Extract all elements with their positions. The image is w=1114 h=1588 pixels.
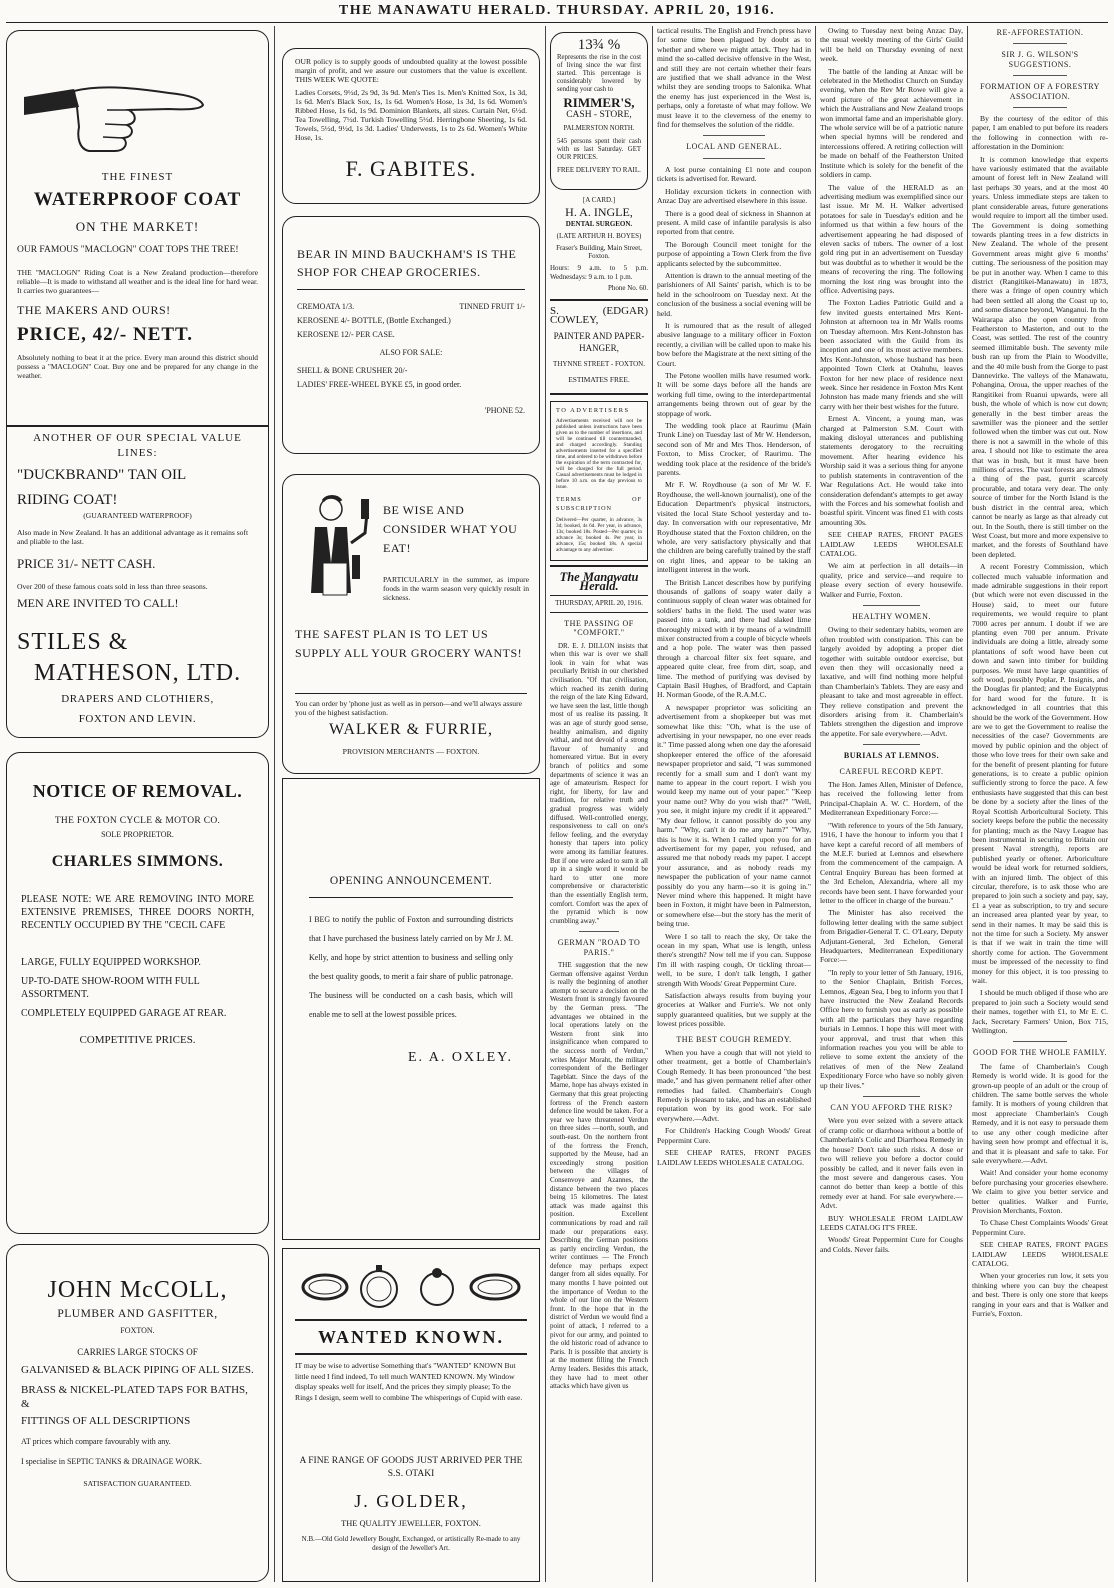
riding-coat: RIDING COAT! [17,492,118,508]
painter-paperhanger: PAINTER AND PAPER-HANGER, [553,330,645,353]
rimmer-name: RIMMER'S, [563,95,635,111]
competitive-prices: COMPETITIVE PRICES. [79,1034,196,1046]
careful-record-heading: CAREFUL RECORD KEPT. [839,766,944,776]
masthead-rule [6,22,1108,23]
ad-charles-simmons [6,752,269,1234]
oxley-divider [309,897,513,898]
col6-para: Wait! And consider your home economy before purchasing your groceries elsewhere. We claim to give you better service and better qualities. Walker and Furrie, Provision Merchants, Foxton. [972,1168,1108,1215]
price-31: PRICE 31/- NETT CASH. [17,556,156,571]
bauckham-list [297,300,525,418]
ad-gabites [282,48,540,204]
fine-range: A FINE RANGE OF GOODS JUST ARRIVED PER THE S.S. OTAKI [299,1456,523,1479]
col5-para: BUY WHOLESALE FROM LAIDLAW LEEDS CATALOG IT'S FREE. [820,1213,963,1232]
ingle-phone: Phone No. 60. [607,283,648,292]
column-4 [657,26,811,1582]
guaranteed-waterproof: (GUARANTEED WATERPROOF) [83,511,192,520]
rule [550,565,648,567]
firm-name-2: MATHESON, LTD. [33,660,242,686]
oxley-name: E. A. OXLEY. [407,1050,513,1065]
terms-title: TERMS OF SUBSCRIPTION [556,496,642,513]
tinned-fruit: TINNED FRUIT 1/- [459,302,525,311]
ad-bauckham [282,216,540,454]
ad-oxley [282,778,540,1240]
charles-simmons: CHARLES SIMMONS. [51,853,224,870]
rule [1013,75,1067,76]
col6-para: When your groceries run low, it sets you thinking where you can buy the cheapest and best. There is only one store that keeps ranging in your ears and that is Walker and Furrie's, Foxton. [972,1271,1108,1318]
col5-para: The Foxton Ladies Patriotic Guild and a few invited guests entertained Mrs Kent-Johnston at afternoon tea in Mr Walls rooms on Tuesday afternoon. Mrs Kent-Johnston has been associated with the Guild from its inception and one of its most active members. Mrs Kent-Johnston, whose husband has been appointed Town Clerk at Otahuhu, leaves Foxton for her new place of residence next week. Since her residence in Foxton Mrs Kent Johnston has made many friends and she will carry with her their best wishes for the future. [820,298,963,411]
golder-verse: IT may be wise to advertise Something that's "WANTED" KNOWN But little need I find indeed, To tell much WANTED KNOWN. My Window display speaks well for itself, And the prices they simply please; To the Rings I design, seem well to combine The whisperings of Cupid with ease. [295,1361,523,1402]
col5-para: The Hon. James Allen, Minister of Defence, has received the following letter from Principal-Chaplain A. W. C. Hordern, of the Mediterranean Expeditionary Force:— [820,780,963,818]
col6-para: I should be much obliged if those who are prepared to join such a Society would send their names, together with £1, to Mr E. C. Jack, Secretary Farmers' Union, Box 715, Wellington. [972,988,1108,1036]
walker-furrie-name: WALKER & FURRIE, [329,721,493,738]
col4-verse: Were I so tall to reach the sky, Or take the ocean in my span, What use is length, unless there's strength? Now tell me if you can. Suppose I'm ill with rasping cough, Or tickling throat—well, to be sure, I don't talk length, I gather strength With Woods' Great Peppermint Cure. [657,931,811,988]
price-42: PRICE, 42/- NETT. [17,324,194,345]
foxton-levin: FOXTON AND LEVIN. [78,713,197,725]
rule [1013,1041,1067,1042]
workshop: LARGE, FULLY EQUIPPED WORKSHOP. [21,957,201,968]
gabites-price-list: Ladies Corsets, 9½d, 2s 9d, 3s 9d. Men's Ties 1s. Men's Knitted Sox, 1s 3d, 1s 6d. Men's Black Sox, 1s, 1s 6d. Women's Hose, 1s 3d, 1s 6d. Women's Ribbed Hose, 1s 6d, 1s 9d. Dominion Blankets, all sizes. Curtain Net, 6½d. Tea Towelling, 7½d. Turkish Towelling 5½d. Herringbone Sheeting, 1s 6d. Towels, 5½d, 9½d, 1s 3d. Ladies' Underwests, 1s to 2s 6d. Women's White Hose, 1s. [295,88,527,142]
satisfaction: SATISFACTION GUARANTEED. [83,1479,192,1488]
mccoll-name: JOHN McCOLL, [47,1277,228,1303]
rimmer-body: Represents the rise in the cost of living since the war first started. This percentage is considerably lowered by sending your cash to [557,54,641,94]
quality-jeweller: THE QUALITY JEWELLER, FOXTON. [341,1519,481,1528]
road-to-paris-heading: GERMAN "ROAD TO PARIS." [557,938,641,957]
rule [863,605,920,606]
waterproof-coat-title: WATERPROOF COAT [33,189,242,210]
garage: COMPLETELY EQUIPPED GARAGE AT REAR. [21,1008,227,1019]
road-to-paris-text: THE suggestion that the new German offensive against Verdun is really the beginning of another attempt to secure a decision on the Western front is strongly favoured by the German press. "The advantages we obtained in the local operations lately on the Western front sink into insignificance when compared to the success north of Verdun," writes Major Moraht, the military correspondent of the Berlinger Tageblatt. Since the days of the Marne, hope has always existed in Germany that this great projecting fortress of the French eastern defence line would be taken. For a year we have threatened Verdun on three sides —north, south, and south-east. On the northern front of the fortress the French, supported by the Meuse, had an exceedingly strong position between the villages of Consenvoye and Azannes, the distance between the two places being 15 kilometres. The latest attack was made against this position. Excellent communications by road and rail made our preparations easy. Describing the German positions as partly encircling Verdun, the writer continues — The French defence may perhaps expect danger from all sides equally. For many months I have pointed out the importance of Verdun to the whole of our line on the Western front. In the hope that in the district of Verdun we would find a point of attack, I referred to a pivot for our army, and pointed to the old historic road of advance to Paris. It is possible that anxiety is at the moment filling the French Army leaders. Besides this attack, they have had to meet other attacks which have given us [550,961,648,1391]
men-invited: MEN ARE INVITED TO CALL! [17,596,179,610]
cowley-name: S. (EDGAR) COWLEY, [550,305,648,327]
col4-para: For Children's Hacking Cough Woods' Great Peppermint Cure. [657,1126,811,1145]
editorial-date: THURSDAY, APRIL 20, 1916. [555,599,643,608]
please-note: PLEASE NOTE: WE ARE REMOVING INTO MORE EXTENSIVE PREMISES, THREE DOORS NORTH, RECENTLY OCCUPIED BY THE "CECIL CAFE [21,894,254,931]
col5-para: The battle of the landing at Anzac will be celebrated in the Methodist Church on Sunday evening, when the Rev Mr Rowe will give a word picture of the great achievement in which the Australians and New Zealand troops won immortal fame and an imperishable glory. The whole service will be of a patriotic nature when special hymns will be rendered and intercessions offered. A retiring collection will be made on behalf of the Featherston United Institute which is solely for the benefit of the soldiers in camp. [820,66,963,180]
to-advertisers-title: TO ADVERTISERS [556,406,630,414]
on-the-market: ON THE MARKET! [75,219,200,234]
terms-body: Delivered—Per quarter, in advance, 3s 3d; booked, 4s 6d. Per year, in advance, 13s; booked 18s. Posted—Per quarter, in advance 3s; booked 4s. Per year, in advance, 15s; booked 18s. A special advantage to any advertiser. [556,516,642,553]
makers-and-ours: THE MAKERS AND OURS! [17,303,171,317]
burials-lemnos-heading: BURIALS AT LEMNOS. [843,751,940,761]
to-advertisers-box [550,401,648,561]
galvanised-piping: GALVANISED & BLACK PIPING OF ALL SIZES. [21,1364,254,1376]
provision-merchants: PROVISION MERCHANTS — FOXTON. [342,747,480,756]
free-wheel-byke: LADIES' FREE-WHEEL BYKE £5, in good order. [297,380,462,389]
col5-para: Owing to Tuesday next being Anzac Day, the usual weekly meeting of the Girls' Guild will be held on Thursday evening of next week. [820,26,963,64]
nameplate: The Manawatu Herald. [559,569,639,594]
col5-para: The Minister has also received the following letter dealing with the same subject from Brigadier-General T. C. O'Leary, Deputy Adjutant-General, 3rd Echelon, General Headquarters, Mediterranean Expeditionary Force:— [820,908,963,965]
kerosene-bottle: KEROSENE 4/- BOTTLE, (Bottle Exchanged.) [297,316,451,325]
sole-proprietor: SOLE PROPRIETOR. [101,830,174,839]
masthead: THE MANAWATU HERALD. THURSDAY. APRIL 20, 1916. [338,3,776,18]
brass-taps: BRASS & NICKEL-PLATED TAPS FOR BATHS, & [21,1384,248,1410]
rule [703,135,765,136]
maclogn-body: THE "MACLOGN" Riding Coat is a New Zealand production—therefore reliable—It is made to withstand all weather and is the ideal line for hard wear. It carries two guarantees— [17,268,258,295]
be-wise: BE WISE AND CONSIDER WHAT YOU EAT! [383,503,518,555]
col4-para: The Petone woollen mills have resumed work. It will be some days before all the hands are working full time, owing to the interdepartmental arrangements being thrown out of gear by the stoppage of work. [657,371,811,418]
cowley-address: THYNNE STREET - FOXTON. [553,359,645,368]
pointing-hand-icon [19,77,209,157]
golder-top-rule [295,1319,527,1321]
carries-stocks: CARRIES LARGE STOCKS OF [77,1347,198,1357]
order-by-phone: You can order by 'phone just as well as in person—and we'll always assure you of the highest satisfaction. [295,699,522,717]
col4-para: Attention is drawn to the annual meeting of the parishioners of All Saints' parish, which is to be held in the schoolroom on Tuesday next. At the conclusion of the business a social evening will be held. [657,270,811,318]
local-general-heading: LOCAL AND GENERAL. [686,142,782,152]
col5-para: "In reply to your letter of 5th January, 1916, to the Senior Chaplain, British Forces, Lemnos, Ægean Sea, I beg to inform you that I have instructed the New Zealand Records Office here to furnish you as early as possible with all the particulars they have regarding burials in Lemnos. I hope this will meet with your approval, and trust that when this information reaches you you will be able to relieve to some extent the anxiety of the relatives of men of the New Zealand Expeditionary Force who have so nobly given up their lives." [820,967,963,1090]
ad-stiles-matheson [6,30,269,738]
rule [550,612,648,613]
col4-para: The wedding took place at Raurimu (Main Trunk Line) on Tuesday last of Mr W. Henderson, second son of Mr and Mrs Thos. Henderson, of Foxton, to Miss Crocker, of Raurimu. The wedding took place at the residence of the bride's parents. [657,421,811,478]
col5-para: Were you ever seized with a severe attack of cramp colic or diarrhoea without a bottle of Chamberlain's Colic and Diarrhoea Remedy in the house? Don't take such risks. A dose or two will relieve you before a doctor could possibly be called, and it never fails even in the most severe and dangerous cases. You cannot do better than keep a bottle of this remedy ever at hand. For sale everywhere.—Advt. [820,1116,963,1211]
wanted-known: WANTED KNOWN. [317,1327,504,1347]
showroom: UP-TO-DATE SHOW-ROOM WITH FULL ASSORTMENT. [21,976,200,1000]
rule [550,595,648,596]
ingle-address: Fraser's Building, Main Street, Foxton. [556,243,642,261]
rule [703,158,765,159]
col5-para: Ernest A. Vincent, a young man, was charged at Palmerston S.M. Court with making disloyal utterances and publishing statements derogatory to the recruiting movement. After hearing evidence his Worship said it was a serious thing for anyone to publish statements in contravention of the War Regulations Act. He would take into consideration defendant's attempts to get away with the Forces and his somewhat foolish and boastful spirit. Vincent was fined £1 with costs amounting 30s. [820,414,963,527]
golder-name: J. GOLDER, [354,1491,468,1511]
col6-para: SEE CHEAP RATES, FRONT PAGES LAIDLAW LEEDS WHOLESALE CATALOG. [972,1240,1108,1268]
rule [1013,107,1067,108]
rimmer-spent: 545 persons spent their cash with us last Saturday. GET OUR PRICES. [557,137,641,161]
col6-para: A recent Forestry Commission, which collected much valuable information and made admirable suggestions in their report (but which were not even discussed in the House) said, to meet our future requirements, we would require to plant 7000 acres per annum. I doubt if we are planting even 700 per annum. Private individuals are doing a little, already some plantations of soft wood have been cut down and sawn into timber for building purposes. We must have large quantities of soft wood, possibly Poplar, P. Insignis, and the Douglas fir planted; and the Eucalyptus for hard wood for the future. It is acknowledged in all countries that this should be the work of the Government. How are we to get the Government to realise the necessities of the case? Governments are moved by public opinion and the object of those who love trees for their own sake and for the benefit of present planting for future generations, is to create a public opinion sufficiently strong to force the pace. A few enthusiasts have suggested that this can best be done by a society after the lines of the Royal Scottish Arboricultural Society. This society keeps before the public the necessity for planting; much as the Navy League has been instrumental in securing to Britain our present Naval strength), reports are published yearly or oftener. Arboriculture would be ideal work for returned soldiers, with an injured limb. The object of this circular, therefore, is to ask those who are prepared to join such a society and pay, say, £1 a year as subscription, to try and secure an increased area planted year by year, to send in their names. It may be said this is not the time for such a Society. My answer is that if we wait in train the time will shortly come for action. The Government must be impressed of the necessity to find money for this object, it is too pressing to wait. [972,562,1108,985]
bauckham-divider [297,289,525,290]
plumber-gasfitter: PLUMBER AND GASFITTER, [57,1308,218,1320]
firm-name-1: STILES & [17,629,129,655]
cycle-motor-co: THE FOXTON CYCLE & MOTOR CO. [54,816,221,826]
ad-john-mccoll [6,1244,269,1582]
free-delivery: FREE DELIVERY TO RAIL. [557,165,641,174]
to-advertisers-body: Advertisements received will not be published unless instructions have been given as to the number of insertions, and will be continued till countermanded, and charged accordingly. Standing advertisements inserted for a specified time, and ordered to be withdrawn before the expiration of the term contracted for, will be charged for the full period. Casual advertisements must be lodged in before 10 a.m. on the day previous to issue. [556,418,642,491]
col5-para: Woods' Great Peppermint Cure for Coughs and Colds. Never fails. [820,1235,963,1254]
ad-golder [282,1248,540,1582]
kerosene-case: KEROSENE 12/- PER CASE. [297,330,395,339]
another-special: ANOTHER OF OUR SPECIAL VALUE LINES: [33,432,242,459]
safest-plan: THE SAFEST PLAN IS TO LET US SUPPLY ALL YOUR GROCERY WANTS! [295,627,523,660]
bauckham-title: BEAR IN MIND BAUCKHAM'S IS THE SHOP FOR CHEAP GROCERIES. [297,247,517,279]
fittings: FITTINGS OF ALL DESCRIPTIONS [21,1415,191,1427]
gabites-name: F. GABITES. [345,156,477,181]
estimates-free: ESTIMATES FREE. [568,375,630,385]
column-3 [550,26,648,1394]
column-rule [815,26,816,1582]
drapers-clothiers: DRAPERS AND CLOTHIERS, [61,693,214,705]
col6-para: It is common knowledge that experts have variously estimated that the available amount of forest left in New Zealand will last perhaps 30 years, and at the most 40 years. Unless immediate steps are taken to plant considerable areas, future generations would require to import all the timber used. The Government is doing something towards planting trees in a few districts in New Zealand. The whole of the present Government areas might give 6 months' cutting. The seriousness of the position may be put in another way. When I came to this district (Rangitikei-Manawatu) in 1873, there was a fringe of open country which had been settled all along the Coast up to, and some distance beyond, Wanganui. In the Wairarapa also the open country from Featherston to Masterton, and out to the Coast, was settled. The rest of the country seemed illimitable bush. The seventy mile bush ran up from the Plain to Woodville, and the 40 mile bush from the Gorge to past Dannevirke. The valleys of the Manawatu, Pohangina, Oroua, the upper reaches of the Rangitikei from Ruanui upwards, were all bush, the whole of which is now cut down; generally in the best timber areas the sawmiller was the pioneer and the settler followed when the timber was cut out. Now there is not a sawmill in the whole of this area. I should not like to estimate the area that was in bush, but it must have been millions of acres. The vast forests are almost a thing of the past, gurrit scarcely procurable, and totara very dear. The only source of timber for the North Island is the bush district in the central area, which cannot be nearly as large as that already cut out. In the South, there is still timber on the West Coast, but more and more expensive to market, and the forests of Southland have been depleted. [972,154,1108,559]
particularly-summer: PARTICULARLY in the summer, as impure foods in the warm season very quickly result in sickness. [383,575,529,602]
also-made: Also made in New Zealand. It has an additional advantage as it remains soft and pliable to the last. [17,528,249,546]
afford-risk-heading: CAN YOU AFFORD THE RISK? [830,1103,953,1113]
waiter-illustration-icon [297,493,375,608]
bone-crusher: SHELL & BONE CRUSHER 20/- [297,366,408,375]
jewellery-illustration-icon [297,1261,527,1313]
passing-comfort-text: DR. E. J. DILLON insists that when this war is over we shall look in vain for what was peculiarly British in our cherished civilisation. "Of that civilisation, which reached its zenith during the reign of the late King Edward, we have seen the last, little though most of us realise its passing. It was an age of sturdy good sense, healthy animalism, and dignity withal, and not devoid of a strong flavour of humanity and homereared virtue. But in every branch of politics and some departments of science it was an age of amateurism. Respect for right, for liberty, for law and tradition, for relative truth and gradual progress was widely diffused. Well-controlled energy, responsiveness to call on one's fellow feeling, and the everyday honesty that tapers into policy were among its familiar features. But if one were asked to sum it all up in a single word it would be hard to utter one more comprehensive or characteristic than the essentially English term, comfort. Comfort was the apex of the pyramid which is now crumbling away." [550,641,648,925]
palmerston-north: PALMERSTON NORTH. [563,125,635,133]
col4-para: The British Lancet describes how by purifying thousands of gallons of soapy water daily a continuous supply of clean water was obtained for soldiers' baths in the field. The used water was passed into a tank, and there had slaked lime thoroughly mixed with it by means of a windmill mixer constructed from a couple of bicycle wheels and a hop pole. The water was then passed through a charcoal filter six feet square, and appeared quite clear, free from dirt, soap, and lime. The method of purifying was devised by Captain Basil Hughes, of Bradford, and Captain H. Norman Goode, of the R.A.M.C. [657,577,811,700]
col6-para: The fame of Chamberlain's Cough Remedy is world wide. It is good for the grown-up people of an adult or the croup of children. The same bottle serves the whole family. It is mothers of young children that most appreciate Chamberlain's Cough Remedy, and it is not easy to persuade them to use any other cough medicine after having seen how prompt and effectual it is, and that it is pleasant and safe to take. For sale everywhere.—Advt. [972,1061,1108,1165]
mccoll-town: FOXTON. [120,1326,155,1335]
golder-bottom-rule [295,1353,527,1355]
col4-para: Mr F. W. Roydhouse (a son of Mr W. F. Roydhouse, the well-known journalist), one of the Education Department's physical instructors, visited the local State School yesterday and to-day. In conversation with our representative, Mr Roydhouse stated that the Foxton children, on the whole, are very satisfactory physically and that the children are being carefully trained by the staff on right lines, and appear to be taking an intelligent interest in the work. [657,480,811,575]
col4-para: A newspaper proprietor was soliciting an advertisement from a shopkeeper but was met somewhat like this: "Oh, what is the use of advertising in your newspaper, no one ever reads it." Time passed along when one day the aforesaid shopkeeper entered the office of the aforesaid newspaper proprietor and said, "I was summoned recently for a small sum and I don't want my name to appear in the court report. I wish you would keep my name out of your paper." "Keep your name out? Why do you wish that?" "Well, you see, it might injure my credit if it appeared." "My dear fellow, it cannot possibly do you any harm." "Why, can't it do me any harm?" "Why, this is how it is. When I called upon you for an advertisement for my paper, you refused, and assured me that nobody reads my paper. I accept your assurance, and as nobody reads my newspaper the publication of your name cannot possibly do you any harm—so it is going in." Never mind where this happened. It might have been in Foxton, it might have been in Palmerston, or somewhere else—but the story has the merit of being true. [657,702,811,929]
best-cough-heading: THE BEST COUGH REMEDY. [676,1034,792,1044]
reafforestation-heading: RE-AFFORESTATION. [996,28,1084,37]
rule [550,299,648,301]
col4-para: The Borough Council meet tonight for the purpose of appointing a Town Clerk from the five applicants selected by the subcommittee. [657,239,811,268]
coats-sold: Over 200 of these famous coats sold in less than three seasons. [17,582,208,591]
ad-walker-furrie [282,474,540,774]
column-rule [652,26,653,1582]
column-5 [820,26,963,1582]
oxley-body: I BEG to notify the public of Foxton and surrounding districts that I have purchased the business lately carried on by Mr J. M. Kelly, and hope by strict attention to business and selling only the best quality goods, to merit a fair share of public patronage. The business will be conducted on a cash basis, which will enable me to sell at the lowest possible prices. [309,915,513,1019]
rimmer-rate: 13¾ % [577,37,621,53]
notice-of-removal: NOTICE OF REMOVAL. [32,781,243,801]
col6-para: By the courtesy of the editor of this paper, I am enabled to put before its readers the following in connection with re-afforestation in the Dominion: [972,114,1108,152]
col5-para: SEE CHEAP RATES, FRONT PAGES LAIDLAW LEEDS WHOLESALE CATALOG. [820,530,963,558]
compare-prices: AT prices which compare favourably with any. [21,1437,171,1446]
col4-para: A lost purse containing £1 note and coupon tickets is advertised for. Reward. [657,164,811,184]
coat-footer: Absolutely nothing to beat it at the price. Every man around this district should possess a "MACLOGN" Coat. Buy one and be prepared for any change in the weather. [17,353,258,380]
column-6 [972,26,1108,1582]
rule [579,931,618,932]
opening-announcement: OPENING ANNOUNCEMENT. [329,875,493,887]
col5-para: Owing to their sedentary habits, women are often troubled with constipation. This can be largely avoided by adopting a proper diet together with suitable outdoor exercise, but even then they will occasionally need a laxative, and will find nothing more helpful than Chamberlain's Tablets. They are easy and pleasant to take and most agreeable in effect. They relieve constipation and prevent the disorders arising from it. Chamberlain's Tablets strengthen the digestion and improve the appetite. For sale everywhere.—Advt. [820,625,963,738]
ad-divider [7,425,268,427]
walker-divider [295,693,527,694]
col4-para: tactical results. The English and French press have for some time been plagued by doubt as to whether and where we might attack. They had in mind the so-called decisive offensive in the West, and still they are not certain whether their fears are justified that we shall advance in the West whilst they are sending troops to Salonika. What the enemy has just experienced in the West is, perhaps, only a foretaste of what may follow. We must leave it to the cleverness of the enemy to find for themselves the solution of the riddle. [657,26,811,130]
septic-tanks: I specialise in SEPTIC TANKS & DRAINAGE WORK. [21,1457,202,1466]
col5-para: We aim at perfection in all details—in quality, price and service—and require to please every section of every housewife. Walker and Furrie, Foxton. [820,561,963,599]
col5-para: The value of the HERALD as an advertising medium was exemplified since our last issue. Mr M. H. Walker advertised potatoes for sale in Tuesday's edition and he informed us that within a few hours of the advertisement appearing he had disposed of eleven sacks of tubers. The owner of a lost gold ring put in an advertisement on Tuesday but was doubtful as to whether it would be the means of recovering the ring. The following morning the lost ring was brought into the office. Advertising pays. [820,182,963,295]
wilson-suggestions-heading: SIR J. G. WILSON'S SUGGESTIONS. [1001,50,1079,69]
cremoata: CREMOATA 1/3. [297,302,355,311]
finest-label: THE FINEST [101,171,174,183]
col4-para: When you have a cough that will not yield to other treatment, get a bottle of Chamberlain's Cough Remedy. It has been pronounced "the best made," and has given permanent relief after other remedies had failed. Chamberlain's Cough Remedy is pleasant to take, and has an established reputation won by its good work. For sale everywhere.—Advt. [657,1048,811,1123]
col4-para: Holiday excursion tickets in connection with Anzac Day are advertised elsewhere in this issue. [657,186,811,206]
col5-para: "With reference to yours of the 5th January, 1916, I have the honour to inform you that I have kept a careful record of all members of the M.E.F. buried at Lemnos and elsewhere from the commencement of the campaign. A Central Enquiry Bureau has been formed at the 3rd Echelon, Alexandria, where all my records have been sent. I have forwarded your letter to the officer in charge of the bureau." [820,820,963,905]
column-rule [967,26,968,1582]
ingle-hours: Hours: 9 a.m. to 5 p.m. Wednesdays: 9 a.m. to 1 p.m. [550,263,648,281]
rule [863,744,920,745]
column-rule [274,26,275,1582]
rule [1013,43,1067,44]
col4-para: There is a good deal of sickness in Shannon at present. A mild case of infantile paralysis is also reported from that centre. [657,208,811,237]
rule [550,393,648,395]
passing-comfort-heading: THE PASSING OF "COMFORT." [564,618,634,638]
forestry-association-heading: FORMATION OF A FORESTRY ASSOCIATION. [980,82,1100,101]
ingle-late: (LATE ARTHUR H. BOYES) [556,232,642,241]
ingle-card: [A CARD.] [582,196,616,204]
rule [863,1096,920,1097]
cash-store: CASH - STORE, [566,109,632,120]
maclogn-tops: OUR FAMOUS "MACLOGN" COAT TOPS THE TREE! [17,245,239,255]
whole-family-heading: GOOD FOR THE WHOLE FAMILY. [972,1048,1108,1058]
ingle-name: H. A. INGLE, [565,205,633,220]
healthy-women-heading: HEALTHY WOMEN. [852,611,931,621]
col4-para: SEE CHEAP RATES, FRONT PAGES LAIDLAW LEEDS WHOLESALE CATALOG. [657,1148,811,1167]
col6-para: To Chase Chest Complaints Woods' Great Peppermint Cure. [972,1218,1108,1237]
also-for-sale: ALSO FOR SALE: [379,348,443,357]
bauckham-phone: 'PHONE 52. [484,406,525,415]
duckbrand-title: "DUCKBRAND" TAN OIL [17,467,187,483]
dental-surgeon: DENTAL SURGEON. [565,219,633,228]
col4-para: Satisfaction always results from buying your groceries at Walker and Furrie's. We not only supply guaranteed qualities, but we supply at the lowest prices possible. [657,991,811,1029]
col4-para: It is rumoured that as the result of alleged abusive language to a military officer in Foxton recently, a civilian will be called upon to make his bow before the Magistrate at the next sitting of the Court. [657,320,811,368]
gabites-policy: OUR policy is to supply goods of undoubted quality at the lowest possible margin of profit, and we assure our customers that the value is excellent. THIS WEEK WE QUOTE: [295,57,527,84]
ad-rimmer [550,32,648,190]
golder-nb: N.B.—Old Gold Jewellery Bought, Exchanged, or artistically Re-made to any design of the Jeweller's Art. [301,1535,521,1552]
column-rule [545,26,546,1582]
